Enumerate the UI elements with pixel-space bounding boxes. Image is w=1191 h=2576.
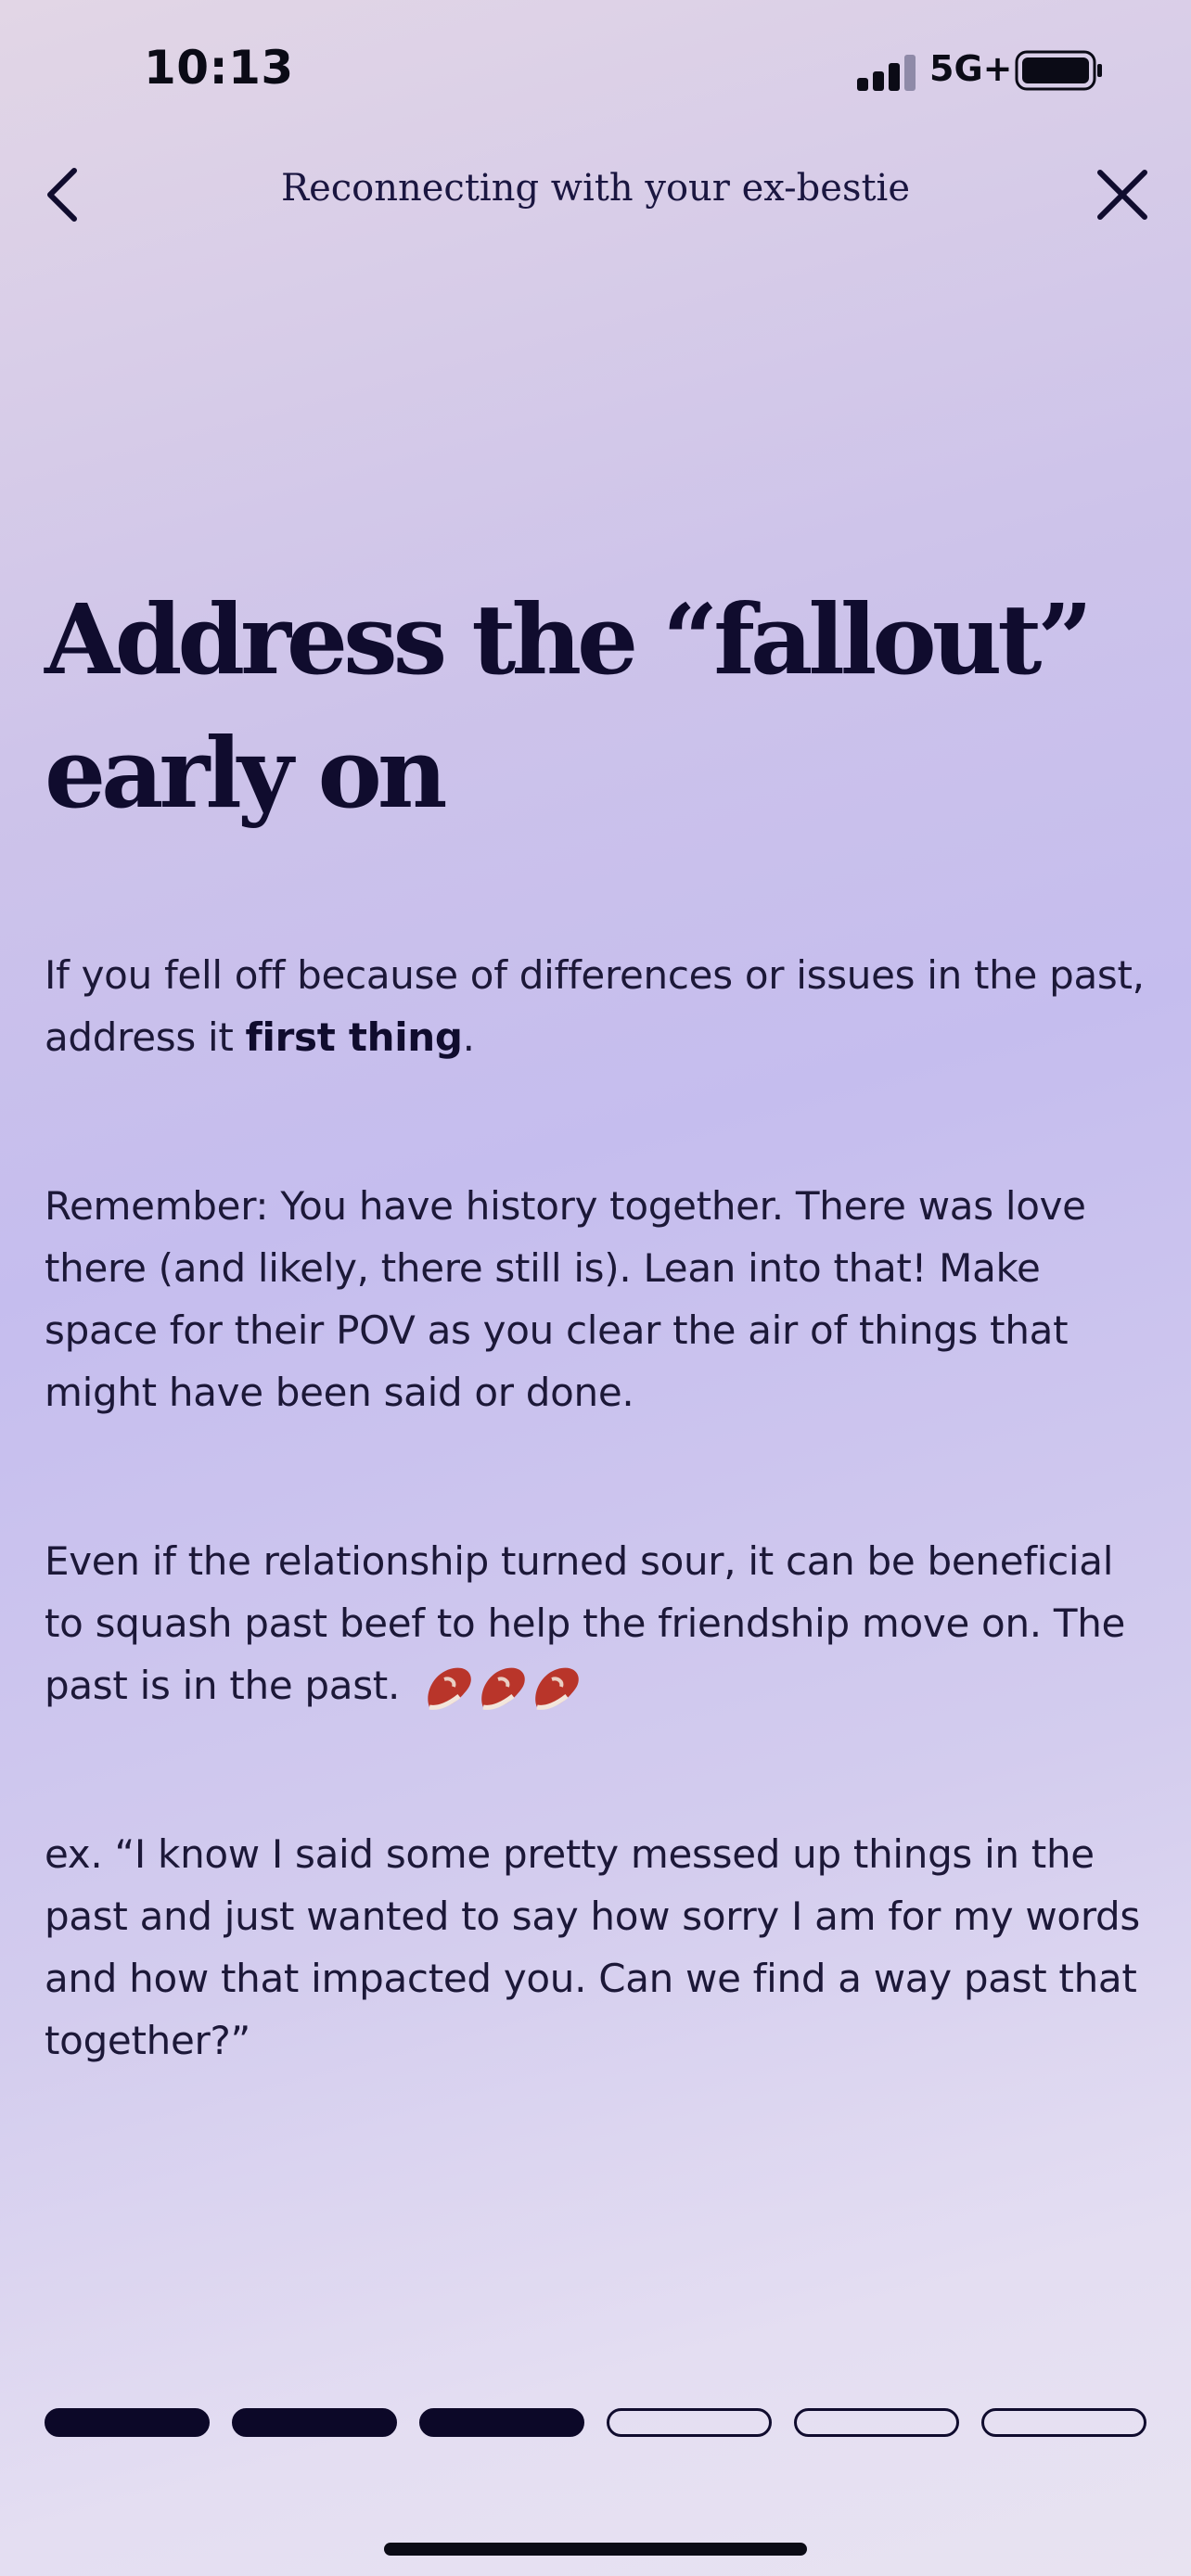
paragraph-1-emphasis: first thing xyxy=(245,1014,463,1060)
nav-header xyxy=(0,148,1191,241)
cellular-signal-icon xyxy=(855,54,922,91)
paragraph-4-example: ex. “I know I said some pretty messed up things in the past and just wanted to say how sorry I am for my words and how that impacted you. Can we find a way past that together?” xyxy=(45,1831,1140,2063)
progress-segment xyxy=(45,2408,210,2437)
paragraph-3 xyxy=(45,1530,1158,1716)
network-type: 5G+ xyxy=(929,48,1013,89)
chevron-left-icon xyxy=(43,165,83,224)
close-icon xyxy=(1096,169,1148,221)
headline-line-2: early on xyxy=(45,716,443,830)
steak-emoji xyxy=(535,1667,579,1707)
paragraph-2: Remember: You have history together. There was love there (and likely, there still is). Lean into that! Make space for their POV as you clear the air of things that might have been said or done. xyxy=(45,1183,1086,1415)
status-bar xyxy=(0,0,1191,139)
step-progress-bar xyxy=(45,2408,1146,2438)
steak-emoji xyxy=(481,1667,525,1707)
home-indicator[interactable] xyxy=(384,2543,807,2556)
paragraph-1 xyxy=(45,944,1158,1068)
status-time: 10:13 xyxy=(144,41,294,95)
page-headline xyxy=(45,573,1139,840)
headline-line-1: Address the “fallout” xyxy=(45,582,1089,696)
steak-emoji-group xyxy=(422,1661,589,1716)
battery-icon xyxy=(1015,49,1104,92)
paragraph-1-text: If you fell off because of differences or issues in the past, address it xyxy=(45,952,1145,1060)
paragraph-1-end: . xyxy=(462,1014,475,1060)
back-button[interactable] xyxy=(26,158,100,232)
progress-segment xyxy=(607,2408,772,2437)
close-button[interactable] xyxy=(1085,158,1159,232)
lesson-title: Reconnecting with your ex-bestie xyxy=(280,167,911,210)
progress-segment xyxy=(794,2408,959,2437)
progress-segment xyxy=(981,2408,1146,2437)
steak-emoji xyxy=(428,1667,471,1707)
paragraph-3-text: Even if the relationship turned sour, it can be beneficial to squash past beef to help the friendship move on. The past is in the past. xyxy=(45,1538,1126,1708)
progress-segment xyxy=(232,2408,397,2437)
progress-segment xyxy=(419,2408,584,2437)
